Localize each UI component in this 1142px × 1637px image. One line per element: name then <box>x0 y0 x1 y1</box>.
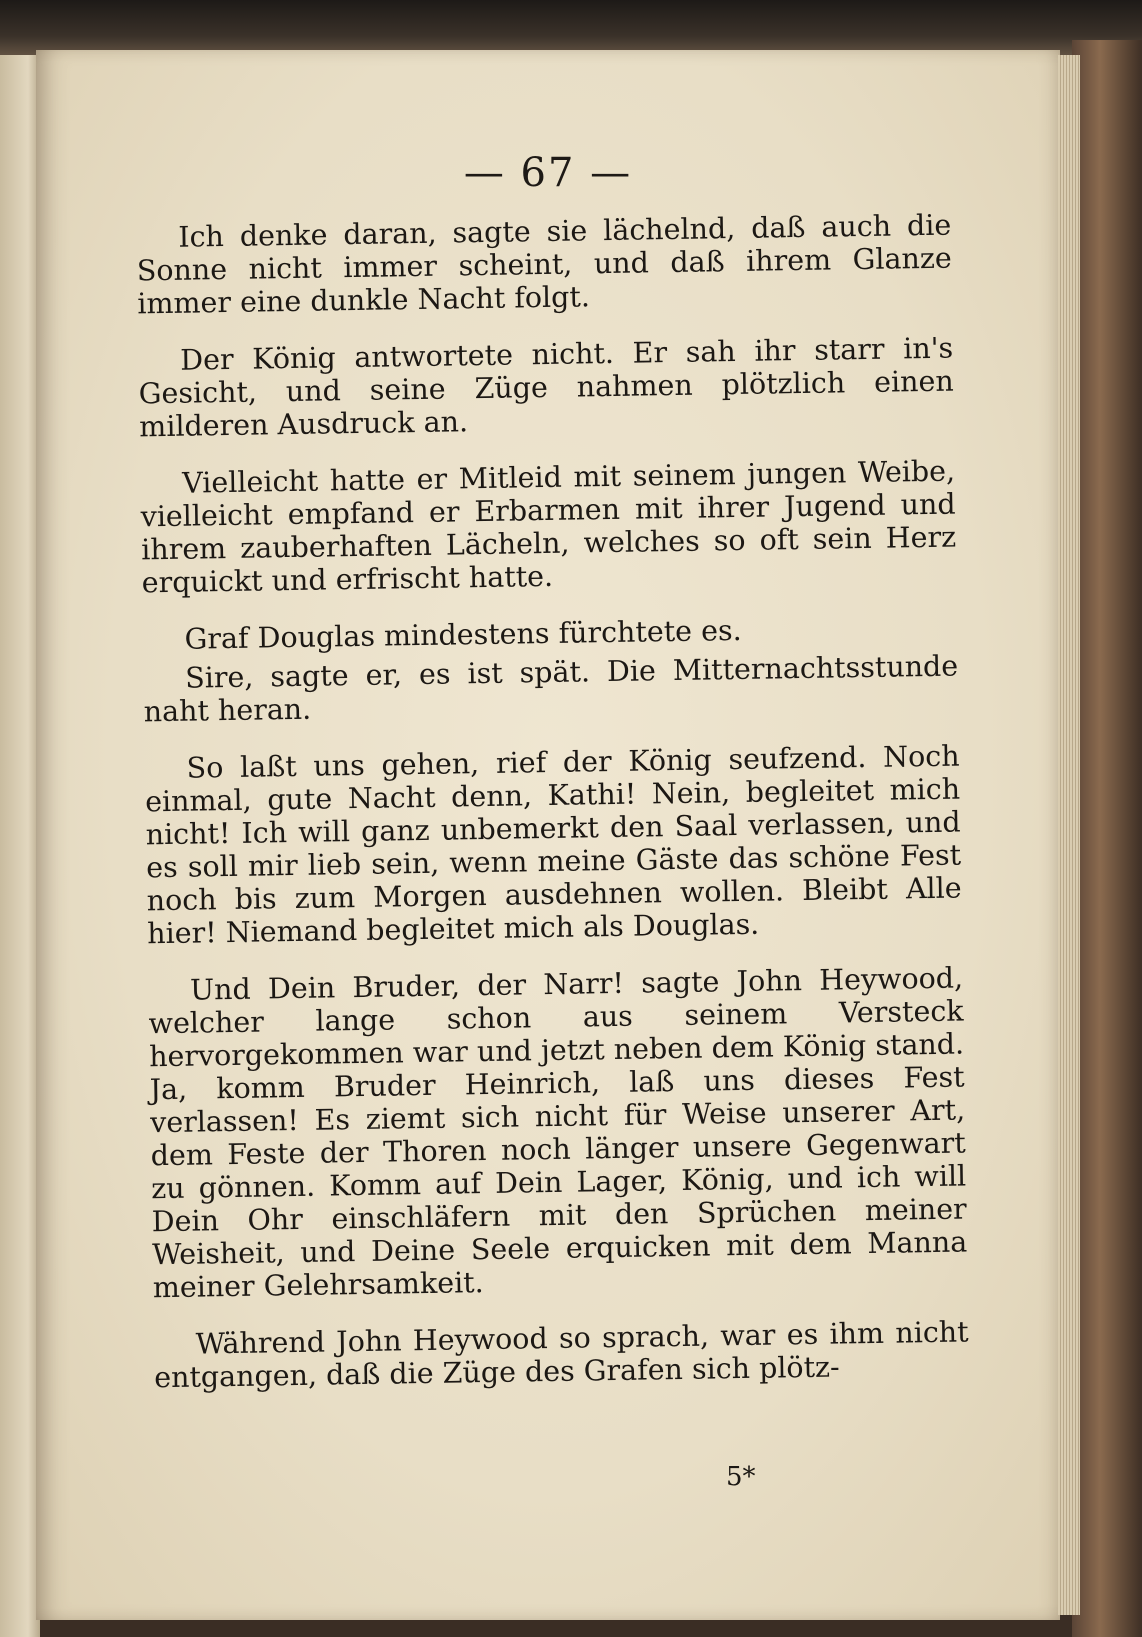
page-number: — 67 — <box>463 150 633 196</box>
paragraph: Ich denke daran, sagte sie lächelnd, daß auch die Sonne nicht immer scheint, und daß ihrem Glanze immer eine dunkle Nacht folgt. <box>136 208 952 321</box>
paragraph: Vielleicht hatte er Mitleid mit seinem jungen Weibe, vielleicht empfand er Erbarmen mit ihrer Jugend und ihrem zauberhaften Lächeln, welches so oft sein Herz erquickt und erfrischt hatte. <box>140 454 957 600</box>
page-edges <box>1058 55 1080 1615</box>
page-body <box>136 209 970 1419</box>
paragraph: Graf Douglas mindestens fürchtete es. <box>184 613 742 656</box>
signature-mark: 5* <box>726 1462 756 1492</box>
paragraph: Während John Heywood so sprach, war es ihm nicht entgangen, daß die Züge des Grafen sich plötz- <box>153 1315 969 1395</box>
facing-page-edge <box>0 55 40 1637</box>
paragraph: Der König antwortete nicht. Er sah ihr starr in's Gesicht, und seine Züge nahmen plötzlich einen milderen Ausdruck an. <box>138 331 954 444</box>
book-cover-right <box>1072 40 1142 1637</box>
paragraph: Und Dein Bruder, der Narr! sagte John Heywood, welcher lange schon aus seinem Versteck hervorgekommen war und jetzt neben dem König stand. Ja, komm Bruder Heinrich, laß uns dieses Fest verlassen! Es ziemt sich nicht für Weise unserer Art, dem Feste der Thoren noch länger unsere Gegenwart zu gönnen. Komm auf Dein Lager, König, und ich will Dein Ohr einschläfern mit den Sprüchen meiner Weisheit, und Deine Seele erquicken mit dem Manna meiner Gelehrsamkeit. <box>148 961 968 1305</box>
paragraph: So laßt uns gehen, rief der König seufzend. Noch einmal, gute Nacht denn, Kathi! Nein, begleitet mich nicht! Ich will ganz unbemerkt den Saal verlassen, und es soll mir lieb sein, wenn meine Gäste das schöne Fest noch bis zum Morgen ausdehnen wollen. Bleibt Alle hier! Niemand begleitet mich als Douglas. <box>144 739 962 951</box>
book-page <box>36 50 1060 1620</box>
paragraph: Sire, sagte er, es ist spät. Die Mitternachtsstunde naht heran. <box>143 649 959 729</box>
